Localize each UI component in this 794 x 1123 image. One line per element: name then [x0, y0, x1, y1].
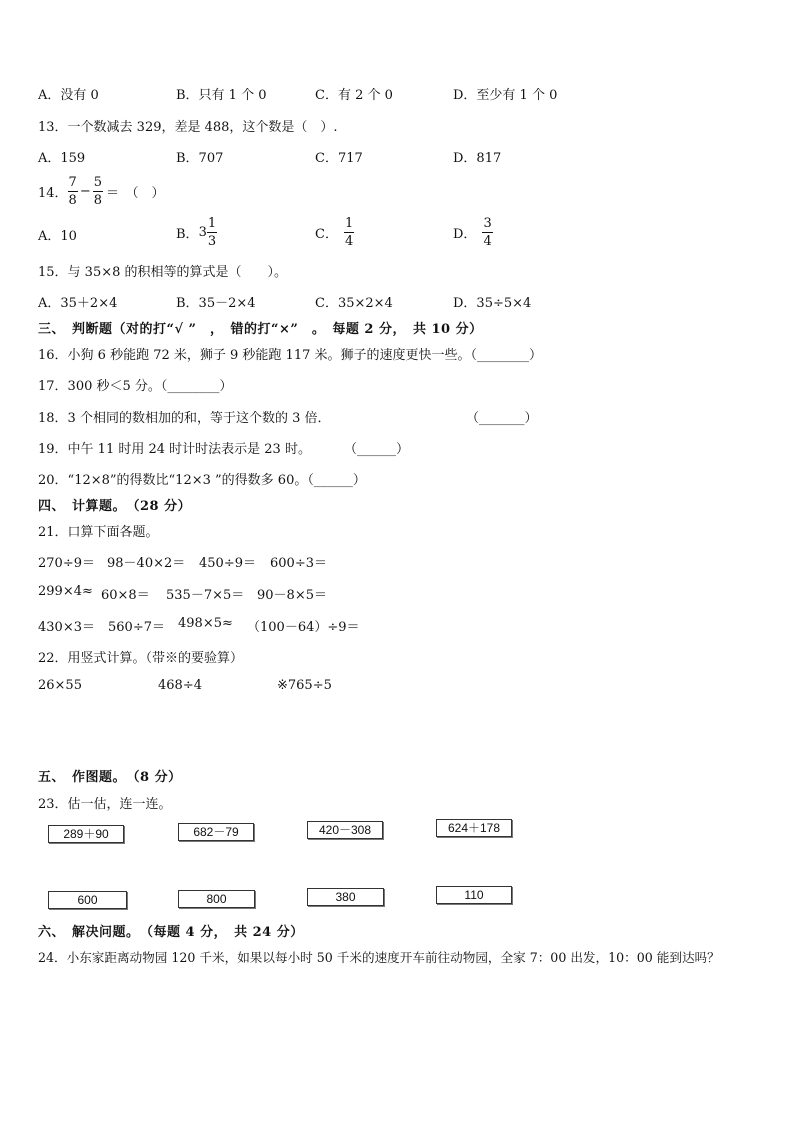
q23-result-card[interactable]: 380: [307, 888, 384, 906]
q21-item: 535－7×5＝: [166, 588, 245, 603]
q12-option-b: B．只有 1 个 0: [176, 88, 267, 103]
q12-option-c: C．有 2 个 0: [315, 88, 393, 103]
q14-fraction-2-numerator: 5: [93, 174, 103, 190]
section-3-title: 三、 判断题（对的打“√ ” ， 错的打“×” 。 每题 2 分， 共 10 分）: [38, 322, 483, 337]
q23-result-card[interactable]: 800: [178, 890, 255, 908]
q14-option-b-fraction: [207, 217, 217, 248]
q14-fraction-2-denominator: 8: [93, 192, 103, 208]
q14-fraction-2: [93, 176, 103, 207]
q12-option-d: D．至少有 1 个 0: [453, 88, 558, 103]
q13-option-d: D．817: [453, 151, 502, 166]
q15-stem: 15．与 35×8 的积相等的算式是（ ）。: [38, 265, 288, 280]
q14-option-d: [453, 212, 493, 252]
q19-blank: （______）: [344, 442, 410, 457]
q21-item: （100－64）÷9＝: [247, 620, 360, 635]
q14-option-c: [315, 212, 354, 252]
q18-stem: 18．3 个相同的数相加的和，等于这个数的 3 倍．: [38, 411, 331, 426]
q23-expression-card[interactable]: 624＋178: [436, 819, 512, 837]
q22-item: 26×55: [38, 678, 82, 693]
q23-result-card[interactable]: 600: [48, 891, 127, 909]
q14-option-b-integer: 3: [198, 224, 207, 240]
q21-item: 299×4≈: [38, 584, 93, 599]
q14-option-c-label: C．: [315, 226, 338, 242]
q13-option-a: A．159: [38, 151, 86, 166]
section-4-title: 四、 计算题。 （28 分）: [38, 499, 192, 514]
q13-stem: 13．一个数减去 329，差是 488，这个数是（ ）.: [38, 120, 338, 135]
q13-option-b: B．707: [176, 151, 224, 166]
q14-equals-blank: ＝ （ ）: [106, 185, 165, 201]
q21-item: 450÷9＝: [199, 556, 256, 571]
q21-item: 600÷3＝: [270, 556, 327, 571]
q21-item: 430×3＝: [38, 620, 95, 635]
q15-option-b: B．35－2×4: [176, 296, 256, 311]
q14-option-d-denominator: 4: [483, 233, 492, 249]
q14-option-b-label: B．: [176, 226, 199, 242]
q13-option-c: C．717: [315, 151, 363, 166]
q14-fraction-1-denominator: 8: [68, 192, 77, 208]
q14-option-c-fraction: [344, 217, 354, 248]
q15-option-c: C．35×2×4: [315, 296, 393, 311]
q21-item: 98－40×2＝: [107, 556, 186, 571]
q24: 24．小东家距离动物园 120 千米，如果以每小时 50 千米的速度开车前往动物园，全家 7：00 出发，10：00 能到达吗？: [38, 950, 720, 965]
q23-expression-card[interactable]: 420－308: [307, 821, 383, 839]
q14-option-d-fraction: [482, 217, 492, 248]
q22-stem: 22．用竖式计算。（带※的要验算）: [38, 651, 244, 666]
q14-option-a: A．10: [38, 229, 77, 244]
q16: 16．小狗 6 秒能跑 72 米，狮子 9 秒能跑 117 米。狮子的速度更快一些。（________）: [38, 348, 542, 363]
q14-fraction-1: [68, 176, 78, 207]
section-6-title: 六、 解决问题。 （每题 4 分， 共 24 分）: [38, 925, 304, 940]
q14-option-d-numerator: 3: [483, 215, 492, 231]
q17: 17．300 秒＜5 分。（________）: [38, 379, 233, 394]
q21-item: 560÷7＝: [108, 620, 165, 635]
q21-item: 90－8×5＝: [257, 588, 327, 603]
q22-item: 468÷4: [158, 678, 202, 693]
q20: 20．“12×8”的得数比“12×3 ”的得数多 60。（______）: [38, 473, 366, 488]
q14-fraction-1-numerator: 7: [68, 174, 77, 190]
q21-item: 60×8＝: [101, 588, 150, 603]
q23-expression-card[interactable]: 682－79: [178, 823, 254, 841]
q14-minus: −: [79, 183, 91, 199]
q14-option-d-label: D．: [453, 226, 477, 242]
q14-stem: [38, 172, 165, 210]
q14-option-b: [176, 212, 217, 252]
q14-option-b-denominator: 3: [207, 233, 217, 249]
q19-stem: 19．中午 11 时用 24 时计时法表示是 23 时。: [38, 442, 311, 457]
q22-item: ※765÷5: [277, 678, 332, 693]
q14-option-c-denominator: 4: [344, 233, 354, 249]
q21-stem: 21．口算下面各题。: [38, 525, 159, 540]
q23-expression-card[interactable]: 289＋90: [48, 825, 124, 843]
q15-option-d: D．35÷5×4: [453, 296, 532, 311]
q14-option-b-numerator: 1: [207, 215, 217, 231]
q18-blank: （_______）: [466, 411, 538, 426]
q23-stem: 23．估一估，连一连。: [38, 797, 172, 812]
section-5-title: 五、 作图题。 （8 分）: [38, 770, 182, 785]
q14-option-c-numerator: 1: [344, 215, 354, 231]
q23-result-card[interactable]: 110: [436, 886, 512, 904]
q21-item: 270÷9＝: [38, 556, 95, 571]
q21-item: 498×5≈: [178, 616, 233, 631]
q12-option-a: A．没有 0: [38, 88, 99, 103]
q14-label: 14．: [38, 185, 68, 201]
q15-option-a: A．35＋2×4: [38, 296, 118, 311]
